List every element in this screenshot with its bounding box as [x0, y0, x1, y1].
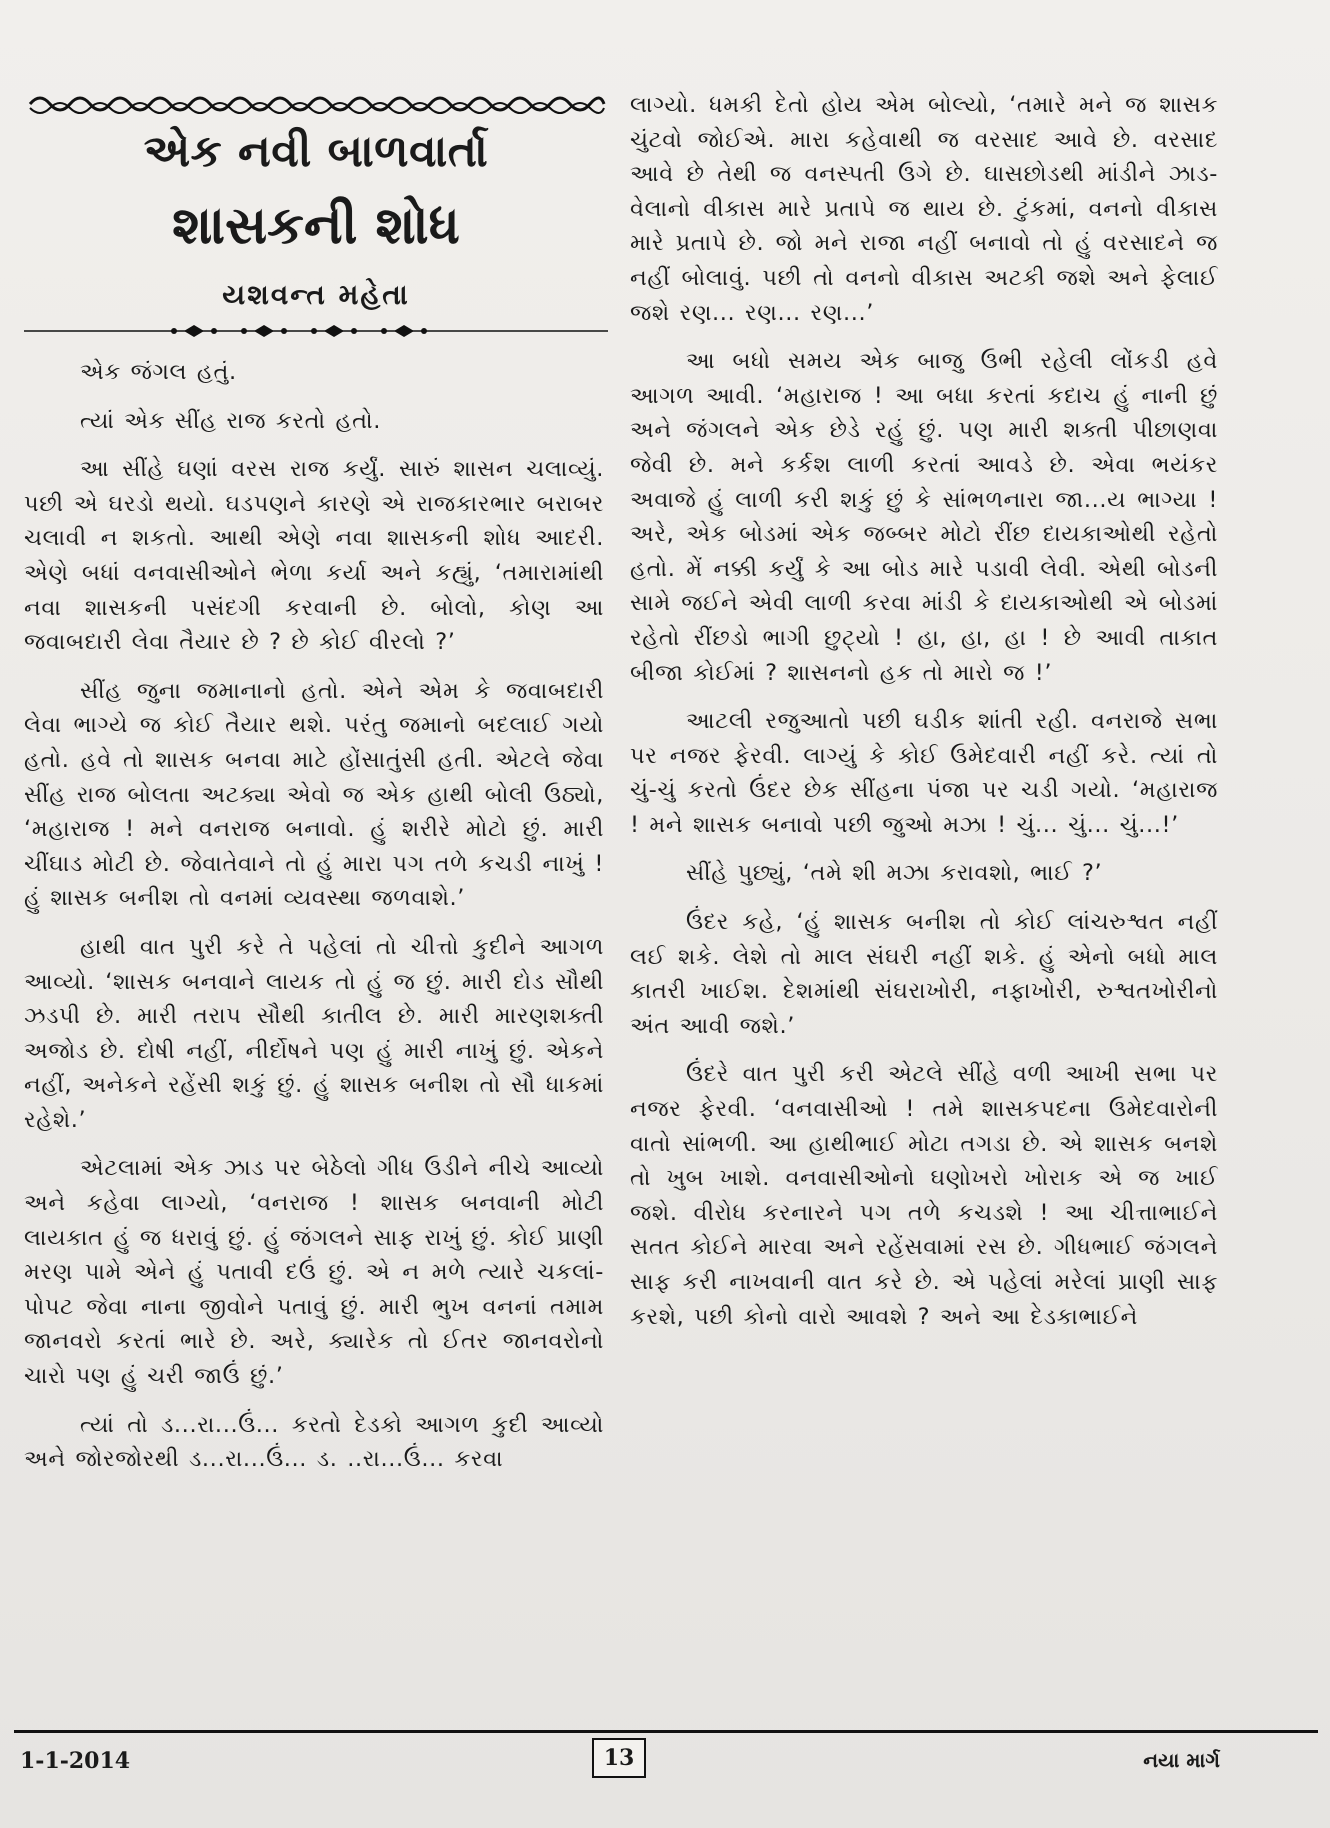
paragraph: આ સીંહે ઘણાં વરસ રાજ કર્યું. સારું શાસન ચલાવ્યું. પછી એ ઘરડો થયો. ઘડપણને કારણે એ રાજકારભાર બરાબર ચલાવી ન શકતો. આથી એણે નવા શાસકની શોધ આદરી. એણે બધાં વનવાસીઓને ભેળા કર્યા અને કહ્યું, ‘તમારામાંથી નવા શાસકની પસંદગી કરવાની છે. બોલો, કોણ આ જવાબદારી લેવા તૈયાર છે ? છે કોઈ વીરલો ?’ [24, 456, 604, 656]
left-column [24, 355, 604, 1491]
ornament-border [24, 86, 608, 122]
paragraph: ઉંદર કહે, ‘હું શાસક બનીશ તો કોઈ લાંચરુશ્વત નહીં લઈ શકે. લેશે તો માલ સંઘરી નહીં શકે. હું એનો બધો માલ કાતરી ખાઈશ. દેશમાંથી સંઘરાખોરી, નફાખોરી, રુશ્વતખોરીનો અંત આવી જશે.’ [630, 909, 1218, 1039]
magazine-name: નયા માર્ગ [1143, 1748, 1220, 1772]
paragraph: ઉંદરે વાત પુરી કરી એટલે સીંહે વળી આખી સભા પર નજર ફેરવી. ‘વનવાસીઓ ! તમે શાસકપદના ઉમેદવારોની વાતો સાંભળી. આ હાથીભાઈ મોટા તગડા છે. એ શાસક બનશે તો ખુબ ખાશે. વનવાસીઓનો ઘણોખરો ખોરાક એ જ ખાઈ જશે. વીરોધ કરનારને પગ તળે કચડશે ! આ ચીત્તાભાઈને સતત કોઈને મારવા અને રહેંસવામાં રસ છે. ગીધભાઈ જંગલને સાફ કરી નાખવાની વાત કરે છે. એ પહેલાં મરેલાં પ્રાણી સાફ કરશે, પછી કોનો વારો આવશે ? અને આ દેડકાભાઈને [630, 1061, 1218, 1330]
paragraph: ત્યાં એક સીંહ રાજ કરતો હતો. [80, 407, 381, 434]
paragraph: સીંહે પુછ્યું, ‘તમે શી મઝા કરાવશો, ભાઈ ?’ [686, 860, 1103, 887]
page-number: 13 [592, 1738, 646, 1778]
footer-date: 1-1-2014 [20, 1748, 131, 1774]
series-title: એક નવી બાળવાર્તા [143, 126, 489, 177]
paragraph: આ બધો સમય એક બાજુ ઉભી રહેલી લોંકડી હવે આગળ આવી. ‘મહારાજ ! આ બધા કરતાં કદાચ હું નાની છું અને જંગલને એક છેડે રહું છું. પણ મારી શક્તી પીછાણવા જેવી છે. મને કર્કશ લાળી કરતાં આવડે છે. એવા ભયંકર અવાજે હું લાળી કરી શકું છું કે સાંભળનારા જા...ય ભાગ્યા ! અરે, એક બોડમાં એક જબ્બર મોટો રીંછ દાયકાઓથી રહેતો હતો. મેં નક્કી કર્યું કે આ બોડ મારે પડાવી લેવી. એથી બોડની સામે જઈને એવી લાળી કરવા માંડી કે દાયકાઓથી એ બોડમાં રહેતો રીંછડો ભાગી છુટ્યો ! હા, હા, હા ! છે આવી તાકાત બીજા કોઈમાં ? શાસનનો હક તો મારો જ !’ [630, 348, 1218, 686]
paragraph: સીંહ જુના જમાનાનો હતો. એને એમ કે જવાબદારી લેવા ભાગ્યે જ કોઈ તૈયાર થશે. પરંતુ જમાનો બદલાઈ ગયો હતો. હવે તો શાસક બનવા માટે હોંસાતુંસી હતી. એટલે જેવા સીંહ રાજ બોલતા અટક્યા એવો જ એક હાથી બોલી ઉઠ્યો, ‘મહારાજ ! મને વનરાજ બનાવો. હું શરીરે મોટો છું. મારી ચીંઘાડ મોટી છે. જેવાતેવાને તો હું મારા પગ તળે કચડી નાખું ! હું શાસક બનીશ તો વનમાં વ્યવસ્થા જળવાશે.’ [24, 677, 604, 912]
footer-rule [14, 1730, 1318, 1733]
paragraph: હાથી વાત પુરી કરે તે પહેલાં તો ચીત્તો કુદીને આગળ આવ્યો. ‘શાસક બનવાને લાયક તો હું જ છું. મારી દોડ સૌથી ઝડપી છે. મારી તરાપ સૌથી કાતીલ છે. મારી મારણશક્તી અજોડ છે. દોષી નહીં, નીર્દોષને પણ હું મારી નાખું છું. એકને નહીં, અનેકને રહેંસી શકું છું. હું શાસક બનીશ તો સૌ ધાકમાં રહેશે.’ [24, 933, 604, 1133]
paragraph: લાગ્યો. ધમકી દેતો હોય એમ બોલ્યો, ‘તમારે મને જ શાસક ચુંટવો જોઈએ. મારા કહેવાથી જ વરસાદ આવે છે. વરસાદ આવે છે તેથી જ વનસ્પતી ઉગે છે. ઘાસછોડથી માંડીને ઝાડ-વેલાનો વીકાસ મારે પ્રતાપે જ થાય છે. ટુંકમાં, વનનો વીકાસ મારે પ્રતાપે છે. જો મને રાજા નહીં બનાવો તો હું વરસાદને જ નહીં બોલાવું. પછી તો વનનો વીકાસ અટકી જશે અને ફેલાઈ જશે રણ... રણ... રણ...’ [630, 92, 1218, 326]
right-column [630, 88, 1218, 1348]
ornamental-divider [24, 318, 608, 344]
paragraph: આટલી રજુઆતો પછી ઘડીક શાંતી રહી. વનરાજે સભા પર નજર ફેરવી. લાગ્યું કે કોઈ ઉમેદવારી નહીં કરે. ત્યાં તો ચું-ચું કરતો ઉંદર છેક સીંહના પંજા પર ચડી ગયો. ‘મહારાજ ! મને શાસક બનાવો પછી જુઓ મઝા ! ચું... ચું... ચું...!’ [630, 708, 1218, 838]
paragraph: એક જંગલ હતું. [80, 359, 237, 385]
author-name: યશવન્ત મહેતા [222, 278, 410, 311]
paragraph: એટલામાં એક ઝાડ પર બેઠેલો ગીધ ઉડીને નીચે આવ્યો અને કહેવા લાગ્યો, ‘વનરાજ ! શાસક બનવાની મોટી લાયકાત હું જ ધરાવું છું. હું જંગલને સાફ રાખું છું. કોઈ પ્રાણી મરણ પામે એને હું પતાવી દઉં છું. એ ન મળે ત્યારે ચકલાં-પોપટ જેવા નાના જીવોને પતાવું છું. મારી ભુખ વનનાં તમામ જાનવરો કરતાં ભારે છે. અરે, ક્યારેક તો ઈતર જાનવરોનો ચારો પણ હું ચરી જાઉં છું.’ [24, 1155, 604, 1390]
page-title: શાસકની શોધ [172, 196, 460, 256]
paragraph: ત્યાં તો ડ...રા...ઉં... કરતો દેડકો આગળ કુદી આવ્યો અને જોરજોરથી ડ...રા...ઉં... ડ. ..રા...ઉં... કરવા [24, 1411, 604, 1473]
